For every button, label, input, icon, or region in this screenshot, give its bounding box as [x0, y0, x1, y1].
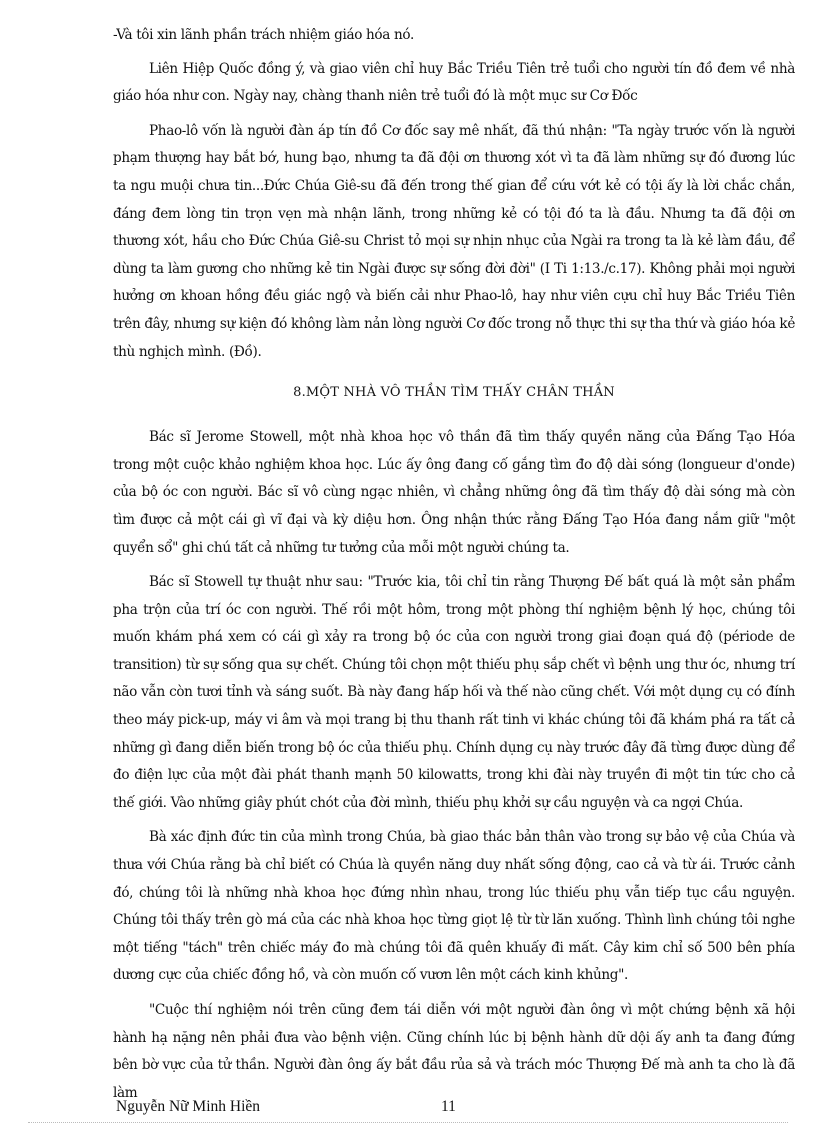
paragraph-intro-line: -Và tôi xin lãnh phần trách nhiệm giáo hóa nó. — [113, 27, 414, 43]
paragraph-paul-confession: Phao-lô vốn là người đàn áp tín đồ Cơ đốc say mê nhất, đã thú nhận: "Ta ngày trước vốn là người phạm thượng hay bắt bớ, hung bạo, nhưng ta đã đội ơn thương xót vì ta đã làm những sự đó đương lúc ta ngu muội chưa tin...Đức Chúa Giê-su đã đến trong thế gian để cứu vớt kẻ có tội ấy là lời chắc chắn, đáng đem lòng tin trọn vẹn mà nhận lãnh, trong những kẻ có tội đó ta là đầu. Nhưng ta đã đội ơn thương xót, hầu cho Đức Chúa Giê-su Christ tỏ mọi sự nhịn nhục của Ngài ra trong ta là kẻ làm đầu, để dùng ta làm gương cho những kẻ tin Ngài được sự sống đời đời" (I Ti 1:13./c.17). Không phải mọi người hưởng ơn khoan hồng đều giác ngộ và biến cải như Phao-lô, hay như viên cựu chỉ huy Bắc Triều Tiên trên đây, nhưng sự kiện đó không làm nản lòng người Cơ đốc trong nỗ thực thi sự tha thứ và giáo hóa kẻ thù nghịch mình. (Đồ). — [113, 122, 796, 360]
footer-author: Nguyễn Nữ Minh Hiền — [116, 1098, 261, 1115]
paragraph-stowell-intro: Bác sĩ Jerome Stowell, một nhà khoa học vô thần đã tìm thấy quyền năng của Đấng Tạo Hóa trong một cuộc khảo nghiệm khoa học. Lúc ấy ông đang cố gắng tìm đo độ dài sóng (longueur d'onde) của bộ óc con người. Bác sĩ vô cùng ngạc nhiên, vì chẳng những ông đã tìm thấy độ dài sóng mà còn tìm được cả một cái gì vĩ đại và kỳ diệu hơn. Ông nhận thức rằng Đấng Tạo Hóa đang nắm giữ "một quyển sổ" ghi chú tất cả những tư tưởng của mỗi một người chúng ta. — [113, 429, 795, 556]
section-heading: 8.MỘT NHÀ VÔ THẦN TÌM THẤY CHÂN THẦN — [293, 385, 615, 401]
page-footer — [113, 1098, 795, 1122]
page-number: 11 — [441, 1098, 456, 1115]
paragraph-second-experiment: "Cuộc thí nghiệm nói trên cũng đem tái diễn với một người đàn ông vì một chứng bệnh xã hội hành hạ nặng nên phải đưa vào bệnh viện. Cũng chính lúc bị bệnh hành dữ dội ấy anh ta đang đứng bên bờ vực của tử thần. Người đàn ông ấy bắt đầu rủa sả và trách móc Thượng Đế mà anh ta cho là đã làm — [113, 1002, 795, 1101]
page-body — [113, 22, 795, 1114]
paragraph-woman-prayer: Bà xác định đức tin của mình trong Chúa, bà giao thác bản thân vào trong sự bảo vệ của Chúa và thưa với Chúa rằng bà chỉ biết có Chúa là quyền năng duy nhất sống động, cao cả và từ ái. Trước cảnh đó, chúng tôi là những nhà khoa học đứng nhìn nhau, trong lúc thiếu phụ vẫn tiếp tục cầu nguyện. Chúng tôi thấy trên gò má của các nhà khoa học từng giọt lệ từ từ lăn xuống. Thình lình chúng tôi nghe một tiếng "tách" trên chiếc máy đo mà chúng tôi đã quên khuấy đi mất. Cây kim chỉ số 500 bên phía dương cực của chiếc đồng hồ, và còn muốn cố vươn lên một cách kinh khủng". — [113, 829, 795, 984]
paragraph-un-agreement: Liên Hiệp Quốc đồng ý, và giao viên chỉ huy Bắc Triều Tiên trẻ tuổi cho người tín đồ đem về nhà giáo hóa như con. Ngày nay, chàng thanh niên trẻ tuổi đó là một mục sư Cơ Đốc — [113, 60, 795, 105]
paragraph-stowell-account: Bác sĩ Stowell tự thuật như sau: "Trước kia, tôi chỉ tin rằng Thượng Đế bất quá là một sản phẩm pha trộn của trí óc con người. Thế rồi một hôm, trong một phòng thí nghiệm bệnh lý học, chúng tôi muốn khám phá xem có cái gì xảy ra trong bộ óc của con người trong giai đoạn quá độ (période de transition) từ sự sống qua sự chết. Chúng tôi chọn một thiếu phụ sắp chết vì bệnh ung thư óc, nhưng trí não vẫn còn tươi tỉnh và sáng suốt. Bà này đang hấp hối và thế nào cũng chết. Với một dụng cụ có đính theo máy pick-up, máy vi âm và mọi trang bị thu thanh rất tinh vi khác chúng tôi đã khám phá ra tất cả những gì đang diễn biến trong bộ óc của thiếu phụ. Chính dụng cụ này trước đây đã từng được dùng để đo điện lực của một đài phát thanh mạnh 50 kilowatts, trong khi đài này truyền đi một tin tức cho cả thế giới. Vào những giây phút chót của đời mình, thiếu phụ khởi sự cầu nguyện và ca ngợi Chúa. — [113, 574, 795, 811]
